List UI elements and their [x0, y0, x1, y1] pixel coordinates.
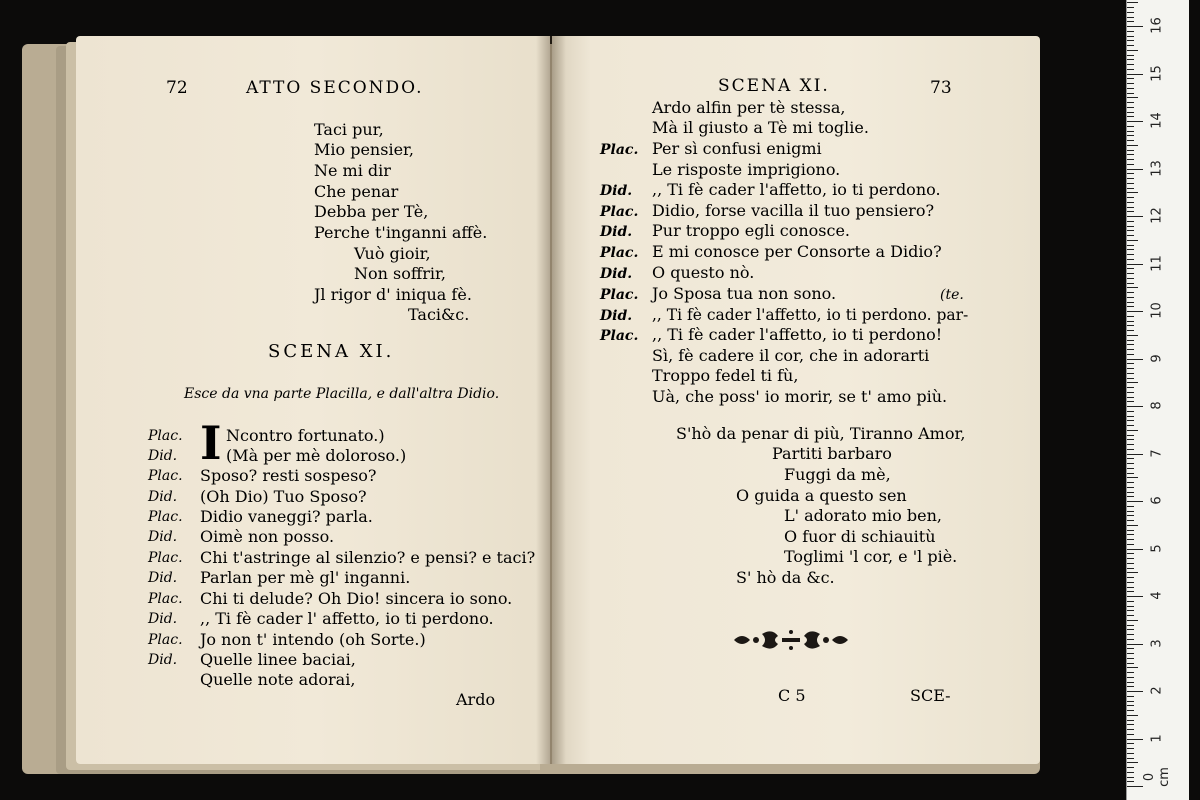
verse-line: Vuò gioir, — [354, 244, 431, 263]
ruler-tick — [1127, 411, 1134, 412]
ruler-tick — [1127, 473, 1134, 474]
dialogue-line: Ardo alfin per tè stessa, — [652, 98, 846, 117]
ruler-tick — [1127, 154, 1134, 155]
ruler-tick — [1127, 207, 1134, 208]
ruler-tick — [1127, 639, 1134, 640]
ruler-tick — [1127, 729, 1134, 730]
ruler-tick — [1127, 102, 1134, 103]
right-catchword: SCE- — [910, 686, 951, 705]
ruler-tick — [1127, 344, 1134, 345]
dialogue-line: Sposo? resti sospeso? — [200, 466, 377, 485]
signature-mark: C 5 — [778, 686, 806, 705]
ruler-tick — [1127, 762, 1138, 763]
ruler-tick — [1127, 767, 1134, 768]
ruler-tick — [1127, 558, 1134, 559]
ruler-tick — [1127, 648, 1134, 649]
right-page-number: 73 — [930, 78, 952, 98]
ruler-tick — [1127, 758, 1134, 759]
ruler-tick — [1127, 69, 1134, 70]
ruler-tick — [1127, 515, 1134, 516]
dialogue-line: Chi t'astringe al silenzio? e pensi? e taci? — [200, 548, 536, 567]
ruler-number: 9 — [1149, 353, 1165, 363]
ruler-tick — [1127, 283, 1134, 284]
dialogue-line: Sì, fè cadere il cor, che in adorarti — [652, 346, 930, 365]
ruler-tick — [1127, 430, 1138, 431]
dialogue-line: Quelle linee baciai, — [200, 650, 356, 669]
ruler-tick — [1127, 287, 1138, 288]
ruler-tick — [1127, 568, 1134, 569]
ruler-tick — [1127, 511, 1134, 512]
ruler-tick — [1127, 126, 1134, 127]
ruler-tick — [1127, 325, 1134, 326]
ruler-tick — [1127, 387, 1134, 388]
ruler-tick — [1127, 525, 1138, 526]
ruler-number: 12 — [1149, 207, 1165, 224]
drop-cap: I — [200, 416, 222, 470]
ruler-tick — [1127, 78, 1134, 79]
ruler-tick — [1127, 701, 1134, 702]
dialogue-line: (Mà per mè doloroso.) — [226, 446, 407, 465]
ruler-tick — [1127, 463, 1134, 464]
ruler-tick — [1127, 724, 1134, 725]
ruler-tick — [1127, 615, 1134, 616]
ruler-number: 1 — [1149, 733, 1165, 743]
dialogue-line: ,, Ti fè cader l' affetto, io ti perdono. — [200, 609, 494, 628]
ruler-tick — [1127, 145, 1138, 146]
ruler-tick — [1127, 606, 1134, 607]
ruler-number: 10 — [1149, 302, 1165, 319]
aria-line: L' adorato mio ben, — [784, 506, 942, 525]
ruler-tick — [1127, 131, 1134, 132]
ruler-tick — [1127, 88, 1134, 89]
ruler-tick — [1127, 653, 1134, 654]
ruler-tick — [1127, 620, 1138, 621]
ruler-tick — [1127, 292, 1134, 293]
ruler-number: 2 — [1149, 686, 1165, 695]
verse-line: Perche t'inganni affè. — [314, 223, 488, 242]
ruler-tick — [1127, 116, 1134, 117]
ruler-tick — [1127, 506, 1134, 507]
ruler-tick — [1127, 55, 1134, 56]
ruler-number: 11 — [1149, 254, 1165, 272]
speaker-label: Plac. — [148, 591, 183, 607]
dialogue-line: Uà, che poss' io morir, se t' amo più. — [652, 387, 948, 406]
speaker-label: Plac. — [600, 142, 639, 158]
ruler-tick — [1127, 454, 1143, 455]
verse-line: Taci pur, — [314, 120, 384, 139]
ruler-tick — [1127, 449, 1134, 450]
dialogue-line: Didio vaneggi? parla. — [200, 507, 373, 526]
speaker-label: Did. — [148, 652, 178, 668]
speaker-label: Plac. — [600, 245, 639, 261]
ruler-tick — [1127, 406, 1143, 407]
dialogue-line: ,, Ti fè cader l'affetto, io ti perdono. par- — [652, 306, 969, 324]
ruler-tick — [1127, 772, 1134, 773]
speaker-label: Did. — [600, 266, 633, 282]
ruler-tick — [1127, 278, 1134, 279]
ruler-tick — [1127, 249, 1134, 250]
ruler-tick — [1127, 164, 1134, 165]
ruler-tick — [1127, 273, 1134, 274]
ruler-tick — [1127, 392, 1134, 393]
aria-line: Fuggi da mè, — [784, 465, 891, 484]
ruler-tick — [1127, 45, 1134, 46]
ruler-tick — [1127, 254, 1134, 255]
ruler-tick — [1127, 425, 1134, 426]
ruler-tick — [1127, 420, 1134, 421]
dialogue-line: Jo non t' intendo (oh Sorte.) — [200, 630, 426, 649]
ruler-tick — [1127, 549, 1143, 550]
left-page-number: 72 — [166, 78, 188, 98]
verse-line: Non soffrir, — [354, 264, 446, 283]
ruler-tick — [1127, 264, 1143, 265]
ruler-tick — [1127, 382, 1138, 383]
ruler-tick — [1127, 487, 1134, 488]
ruler-tick — [1127, 26, 1143, 27]
dialogue-line: Ncontro fortunato.) — [226, 426, 385, 445]
ruler-tick — [1127, 378, 1134, 379]
ruler-tick — [1127, 743, 1134, 744]
aria-line: Toglimi 'l cor, e 'l piè. — [784, 547, 958, 566]
ruler-tick — [1127, 520, 1134, 521]
ruler-tick — [1127, 663, 1134, 664]
ruler-tick — [1127, 183, 1134, 184]
ruler-tick — [1127, 107, 1134, 108]
ruler-tick — [1127, 373, 1134, 374]
speaker-label: Plac. — [148, 468, 183, 484]
ruler-number: 7 — [1149, 448, 1165, 458]
ruler-tick — [1127, 786, 1143, 787]
dialogue-line: E mi conosce per Consorte a Didio? — [652, 242, 942, 261]
dialogue-line: Troppo fedel ti fù, — [652, 366, 799, 385]
ruler-tick — [1127, 577, 1134, 578]
ruler-number: 6 — [1149, 496, 1165, 505]
ruler-tick — [1127, 140, 1134, 141]
ruler-tick — [1127, 439, 1134, 440]
ruler-tick — [1127, 150, 1134, 151]
ruler-tick — [1127, 634, 1134, 635]
aria-line: O guida a questo sen — [736, 486, 907, 505]
ruler-tick — [1127, 188, 1134, 189]
ruler-tick — [1127, 501, 1143, 502]
ruler-tick — [1127, 715, 1138, 716]
speaker-label: Plac. — [600, 204, 639, 220]
ruler-tick — [1127, 259, 1134, 260]
speaker-label: Did. — [148, 611, 178, 627]
ruler-tick — [1127, 311, 1143, 312]
ruler-tick — [1127, 458, 1134, 459]
speaker-label: Plac. — [600, 287, 639, 303]
aria-line: O fuor di schiauitù — [784, 527, 936, 546]
dialogue-line: Chi ti delude? Oh Dio! sincera io sono. — [200, 589, 513, 608]
ruler-tick — [1127, 74, 1143, 75]
speaker-label: Plac. — [148, 550, 183, 566]
ruler-tick — [1127, 777, 1134, 778]
ruler-tick — [1127, 321, 1134, 322]
ruler-unit-label: 0 cm — [1142, 767, 1172, 787]
ruler-tick — [1127, 591, 1134, 592]
ruler-tick — [1127, 492, 1134, 493]
dialogue-line: Oimè non posso. — [200, 527, 335, 546]
dialogue-line: Didio, forse vacilla il tuo pensiero? — [652, 201, 935, 220]
ruler-tick — [1127, 468, 1134, 469]
ruler-tick — [1127, 12, 1134, 13]
ruler-tick — [1127, 335, 1138, 336]
ruler-tick — [1127, 159, 1134, 160]
ruler-tick — [1127, 477, 1138, 478]
speaker-label: Plac. — [148, 428, 183, 444]
ruler-tick — [1127, 169, 1143, 170]
ruler-tick — [1127, 444, 1134, 445]
speaker-label: Plac. — [148, 509, 183, 525]
speaker-label: Did. — [600, 224, 633, 240]
ruler-tick — [1127, 226, 1134, 227]
ruler-tick — [1127, 112, 1134, 113]
ruler-tick — [1127, 710, 1134, 711]
ruler-tick — [1127, 173, 1134, 174]
speaker-label: Plac. — [600, 328, 639, 344]
turnover-word: (te. — [940, 287, 964, 303]
ruler-tick — [1127, 691, 1143, 692]
verse-line: Taci&c. — [408, 305, 470, 324]
ruler-tick — [1127, 629, 1134, 630]
stage-direction: Esce da vna parte Placilla, e dall'altra Didio. — [184, 386, 500, 402]
ruler-tick — [1127, 482, 1134, 483]
ruler-tick — [1127, 496, 1134, 497]
ruler-tick — [1127, 534, 1134, 535]
ruler-tick — [1127, 17, 1134, 18]
ruler-tick — [1127, 83, 1134, 84]
speaker-label: Did. — [600, 183, 633, 199]
ruler-tick — [1127, 50, 1138, 51]
speaker-label: Did. — [600, 308, 633, 324]
ruler-tick — [1127, 202, 1134, 203]
ruler-tick — [1127, 686, 1134, 687]
ruler-tick — [1127, 368, 1134, 369]
ruler-tick — [1127, 610, 1134, 611]
ruler-tick — [1127, 625, 1134, 626]
ruler-tick — [1127, 2, 1138, 3]
ruler-tick — [1127, 563, 1134, 564]
ruler-tick — [1127, 596, 1143, 597]
ruler-tick — [1127, 672, 1134, 673]
ruler-tick — [1127, 135, 1134, 136]
aria-line: S' hò da &c. — [736, 568, 835, 587]
ruler-tick — [1127, 268, 1134, 269]
ruler-number: 13 — [1149, 159, 1165, 177]
ruler-tick — [1127, 340, 1134, 341]
ruler-tick — [1127, 582, 1134, 583]
ruler-tick — [1127, 753, 1134, 754]
left-catchword: Ardo — [456, 690, 496, 709]
aria-line: S'hò da penar di più, Tiranno Amor, — [676, 424, 966, 443]
ruler-tick — [1127, 316, 1134, 317]
ruler-tick — [1127, 530, 1134, 531]
verse-line: Mio pensier, — [314, 140, 415, 159]
dialogue-line: Parlan per mè gl' inganni. — [200, 568, 411, 587]
ruler-tick — [1127, 21, 1134, 22]
ruler-tick — [1127, 397, 1134, 398]
ruler-tick — [1127, 682, 1134, 683]
ruler-tick — [1127, 197, 1134, 198]
ruler-tick — [1127, 739, 1143, 740]
ruler-tick — [1127, 97, 1138, 98]
ruler-tick — [1127, 401, 1134, 402]
ruler-tick — [1127, 553, 1134, 554]
ruler-tick — [1127, 59, 1134, 60]
ruler-tick — [1127, 245, 1134, 246]
ruler-tick — [1127, 644, 1143, 645]
ruler-tick — [1127, 587, 1134, 588]
left-running-head: ATTO SECONDO. — [246, 78, 424, 98]
ruler-tick — [1127, 572, 1138, 573]
verse-line: Ne mi dir — [314, 161, 391, 180]
dialogue-line: Jo Sposa tua non sono. — [652, 284, 837, 303]
ruler-number: 4 — [1149, 591, 1165, 600]
ruler-tick — [1127, 720, 1134, 721]
ruler-tick — [1127, 363, 1134, 364]
dialogue-line: ,, Ti fè cader l'affetto, io ti perdono. — [652, 180, 941, 199]
ruler-tick — [1127, 64, 1134, 65]
ruler-number: 8 — [1149, 401, 1165, 410]
ruler-tick — [1127, 31, 1134, 32]
ruler-tick — [1127, 330, 1134, 331]
ruler-tick — [1127, 178, 1134, 179]
ruler-tick — [1127, 211, 1134, 212]
verse-line: Che penar — [314, 182, 399, 201]
scale-ruler — [1126, 0, 1189, 800]
dialogue-line: Mà il giusto a Tè mi toglie. — [652, 118, 869, 137]
ruler-tick — [1127, 748, 1134, 749]
speaker-label: Did. — [148, 448, 178, 464]
ruler-tick — [1127, 416, 1134, 417]
ruler-tick — [1127, 359, 1143, 360]
right-running-head: SCENA XI. — [718, 76, 830, 96]
dialogue-line: ,, Ti fè cader l'affetto, io ti perdono! — [652, 325, 943, 344]
ruler-tick — [1127, 539, 1134, 540]
dialogue-line: Quelle note adorai, — [200, 670, 356, 689]
ruler-tick — [1127, 677, 1134, 678]
dialogue-line: (Oh Dio) Tuo Sposo? — [200, 487, 367, 506]
scene-heading: SCENA XI. — [268, 341, 395, 362]
ruler-tick — [1127, 734, 1134, 735]
ruler-tick — [1127, 240, 1138, 241]
ruler-tick — [1127, 230, 1134, 231]
ruler-tick — [1127, 40, 1134, 41]
ruler-tick — [1127, 93, 1134, 94]
ruler-tick — [1127, 235, 1134, 236]
speaker-label: Did. — [148, 489, 178, 505]
ruler-tick — [1127, 302, 1134, 303]
ruler-number: 5 — [1149, 543, 1165, 553]
ruler-number: 16 — [1149, 17, 1165, 34]
gutter — [536, 36, 566, 764]
dialogue-line: O questo nò. — [652, 263, 755, 282]
ornament-icon — [732, 626, 850, 654]
ruler-tick — [1127, 36, 1134, 37]
ruler-number: 3 — [1149, 638, 1165, 648]
ruler-tick — [1127, 667, 1138, 668]
ruler-tick — [1127, 7, 1134, 8]
verse-line: Jl rigor d' iniqua fè. — [314, 285, 472, 304]
ruler-tick — [1127, 658, 1134, 659]
ruler-tick — [1127, 121, 1143, 122]
speaker-label: Did. — [148, 529, 178, 545]
dialogue-line: Per sì confusi enigmi — [652, 139, 822, 158]
aria-line: Partiti barbaro — [772, 444, 892, 463]
ruler-tick — [1127, 781, 1134, 782]
ruler-tick — [1127, 354, 1134, 355]
ruler-tick — [1127, 544, 1134, 545]
ruler-tick — [1127, 696, 1134, 697]
ruler-tick — [1127, 297, 1134, 298]
ruler-tick — [1127, 601, 1134, 602]
speaker-label: Plac. — [148, 632, 183, 648]
ruler-tick — [1127, 192, 1138, 193]
ruler-tick — [1127, 705, 1134, 706]
ruler-number: 14 — [1149, 112, 1165, 129]
ruler-tick — [1127, 306, 1134, 307]
speaker-label: Did. — [148, 570, 178, 586]
verse-line: Debba per Tè, — [314, 202, 429, 221]
ruler-tick — [1127, 435, 1134, 436]
dialogue-line: Pur troppo egli conosce. — [652, 221, 851, 240]
ruler-tick — [1127, 221, 1134, 222]
dialogue-line: Le risposte imprigiono. — [652, 160, 841, 179]
ruler-tick — [1127, 216, 1143, 217]
ruler-tick — [1127, 349, 1134, 350]
ruler-number: 15 — [1149, 64, 1165, 82]
